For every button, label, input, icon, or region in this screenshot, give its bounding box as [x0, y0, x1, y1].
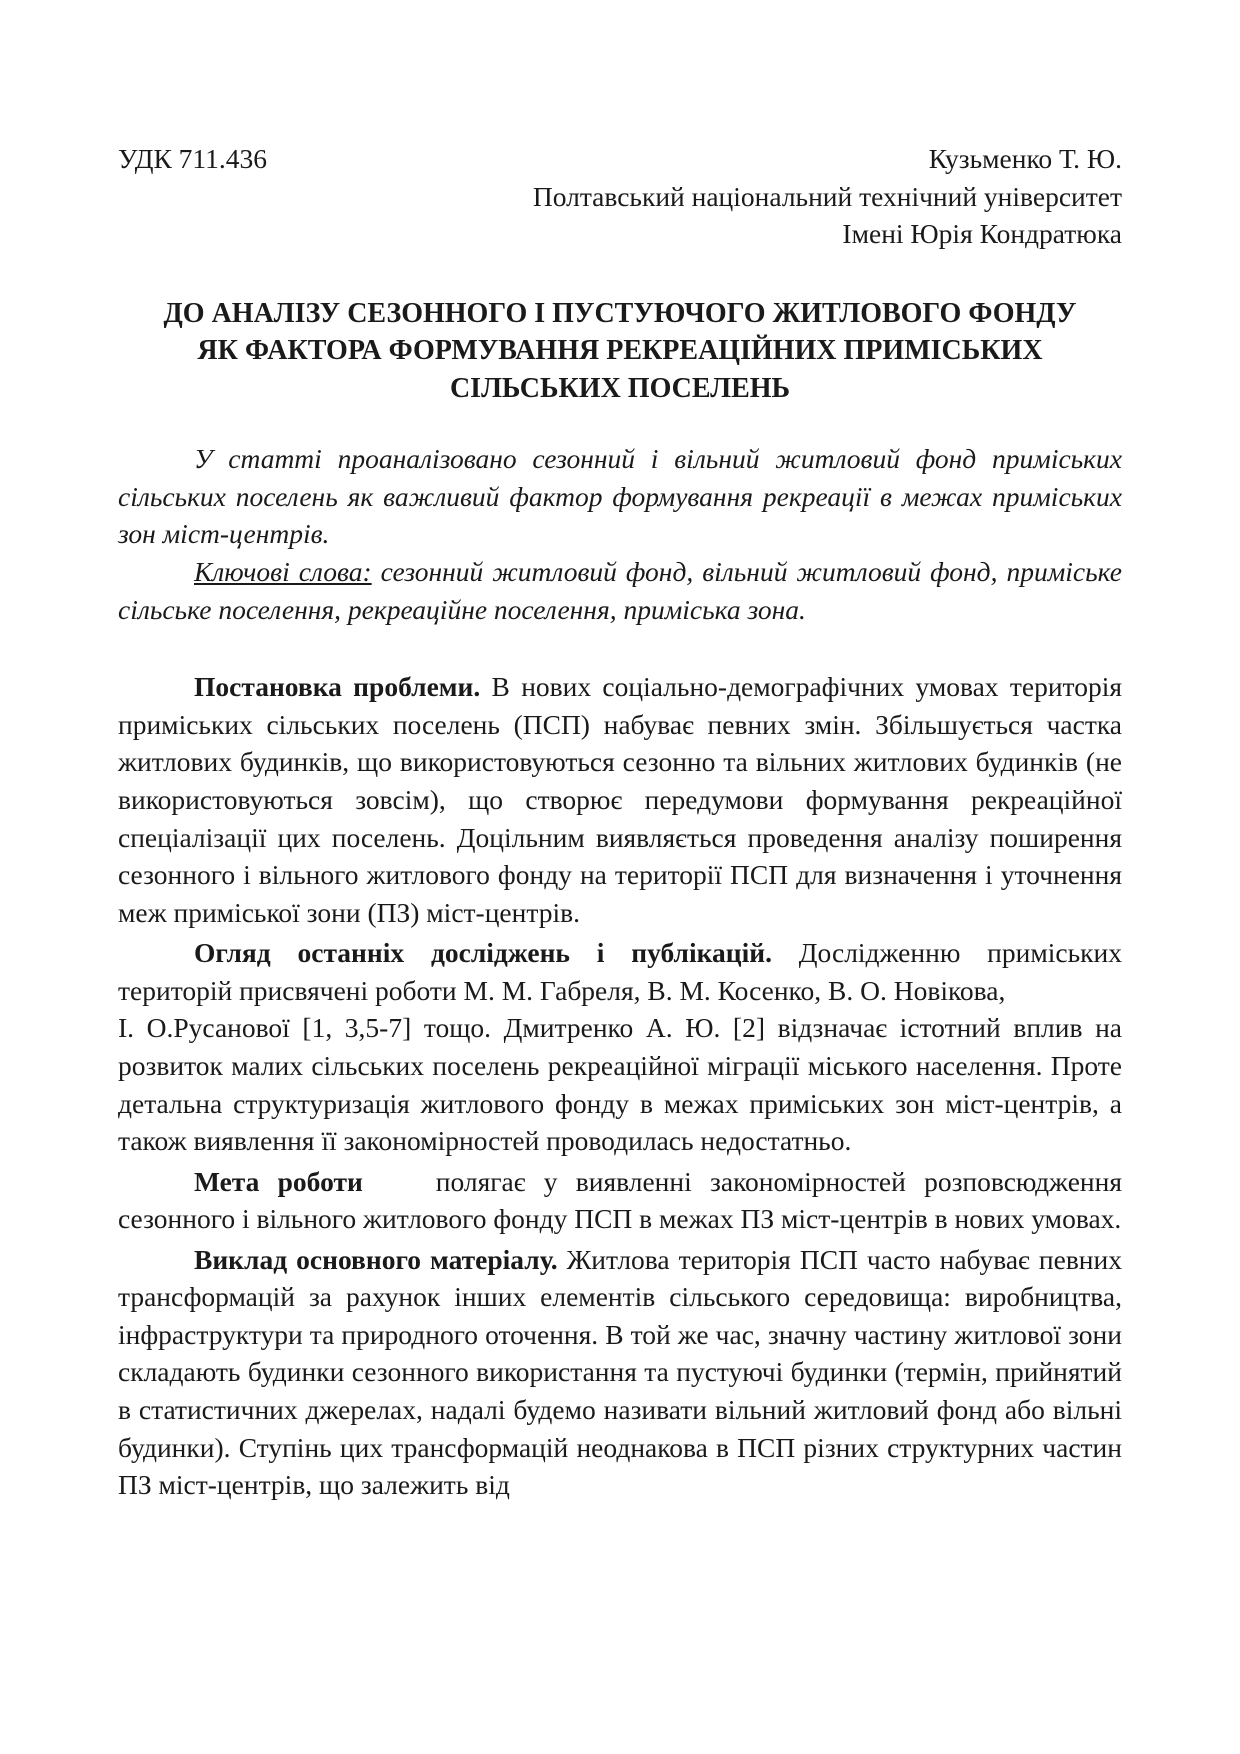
abstract: У статті проаналізовано сезонний і вільний житловий фонд приміських сільських поселень як важливий фактор формування рекреації в межах приміських зон міст-центрів. [118, 443, 1122, 550]
paper-page [118, 140, 1129, 1507]
title-line-3: СІЛЬСЬКИХ ПОСЕЛЕНЬ [449, 372, 791, 404]
keywords [118, 553, 1122, 628]
section-review-cont [118, 1009, 1122, 1159]
section-aim-text: полягає у виявленні закономірностей розповсюдження сезонного і вільного житлового фонду ПСП в межах ПЗ міст-центрів в нових умовах. [118, 1165, 1129, 1235]
keywords-label: Ключові слова: [194, 556, 372, 588]
section-review-text-1: Дослідженню приміських територій присвячені роботи М. М. Габреля, В. М. Косенко, В. О. Новікова, [118, 937, 1122, 1006]
section-aim [118, 1163, 1129, 1238]
section-problem-text: В нових соціально-демографічних умовах територія приміських сільських поселень (ПСП) набуває певних змін. Збільшується частка житлових будинків, що використовуються сезонно та вільних житлових будинків (не використовуються зовсім), що створює передумови формування рекреаційної спеціалізації цих поселень. Доцільним виявляється проведення аналізу поширення сезонного і вільного житлового фонду на території ПСП для визначення і уточнення меж приміської зони (ПЗ) міст-центрів. [118, 671, 1122, 928]
header-row [118, 140, 1122, 178]
section-review [118, 934, 1122, 1009]
udc-code: УДК 711.436 [118, 143, 268, 174]
paper-title [118, 295, 1122, 408]
section-review-heading: Огляд останніх досліджень і публікацій. [194, 937, 772, 969]
title-line-2: ЯК ФАКТОРА ФОРМУВАННЯ РЕКРЕАЦІЙНИХ ПРИМІСЬКИХ [197, 335, 1043, 367]
keywords-text: сезонний житловий фонд, вільний житловий фонд, приміське сільське поселення, рекреаційне поселення, приміська зона. [118, 556, 1122, 625]
title-line-1: ДО АНАЛІЗУ СЕЗОННОГО І ПУСТУЮЧОГО ЖИТЛОВОГО ФОНДУ [163, 297, 1077, 329]
affiliation-line-1: Полтавський національний технічний університет [532, 180, 1122, 212]
section-aim-heading: Мета роботи [194, 1165, 363, 1197]
affiliation-line-2: Імені Юрія Кондратюка [842, 218, 1122, 250]
section-main [118, 1241, 1122, 1504]
section-review-text-2: І. О.Русанової [1, 3,5-7] тощо. Дмитренко А. Ю. [2] відзначає істотний вплив на розвиток малих сільських поселень рекреаційної міграції міського населення. Проте детальна структуризація житлового фонду в межах приміських зон міст-центрів, а також виявлення її закономірностей проводилась недостатньо. [118, 1012, 1122, 1157]
section-main-heading: Виклад основного матеріалу. [194, 1243, 558, 1275]
section-main-text: Житлова територія ПСП часто набуває певних трансформацій за рахунок інших елементів сільського середовища: виробництва, інфраструктури та природного оточення. В той же час, значну частину житлової зони складають будинки сезонного використання та пустуючі будинки (термін, прийнятий в статистичних джерелах, надалі будемо називати вільний житловий фонд або вільні будинки). Ступінь цих трансформацій неоднакова в ПСП різних структурних частин ПЗ міст-центрів, що залежить від [118, 1243, 1122, 1501]
section-problem [118, 668, 1122, 931]
paper-body [118, 668, 1129, 1503]
section-problem-heading: Постановка проблеми. [194, 671, 481, 703]
author-name: Кузьменко Т. Ю. [928, 143, 1122, 174]
